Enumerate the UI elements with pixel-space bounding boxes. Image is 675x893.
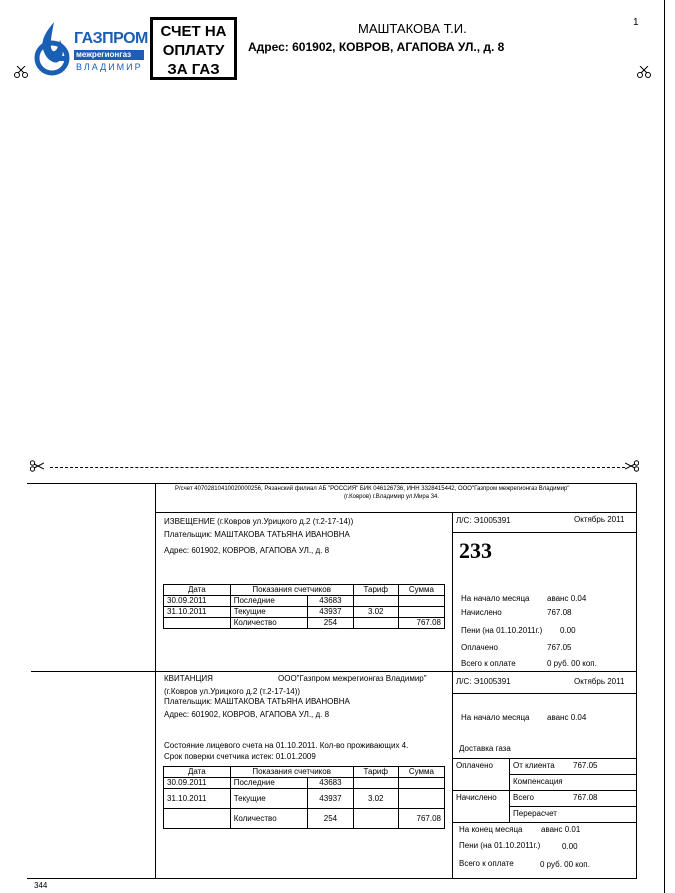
receipt-paid-label: Оплачено bbox=[456, 761, 493, 770]
notice-charged-value: 767.08 bbox=[547, 608, 572, 617]
col-tariff: Тариф bbox=[353, 585, 398, 596]
notice-heading: ИЗВЕЩЕНИЕ (г.Ковров ул.Урицкого д.2 (т.2-17-14)) bbox=[164, 517, 354, 526]
notice-total-value: 0 руб. 00 коп. bbox=[547, 659, 597, 668]
bank-details-2: (г.Ковров) г.Владимир ул.Мира 34. bbox=[344, 494, 440, 500]
notice-period: Октябрь 2011 bbox=[574, 515, 625, 524]
notice-meter-table bbox=[163, 584, 445, 629]
col-readings: Показания счетчиков bbox=[230, 767, 353, 778]
cut-line bbox=[50, 467, 625, 468]
invoice-title-box bbox=[150, 17, 237, 80]
col-date: Дата bbox=[164, 767, 231, 778]
receipt-delivery: Доставка газа bbox=[459, 744, 511, 753]
footer-number: 344 bbox=[34, 881, 48, 890]
receipt-paid-from-label: От клиента bbox=[513, 761, 555, 770]
receipt-period: Октябрь 2011 bbox=[574, 677, 625, 686]
receipt-payer: Плательщик: МАШТАКОВА ТАТЬЯНА ИВАНОВНА bbox=[164, 697, 350, 706]
table-row: Количество 254 767.08 bbox=[164, 618, 445, 629]
notice-total-label: Всего к оплате bbox=[461, 659, 516, 668]
receipt-meter-table bbox=[163, 766, 445, 829]
logo-sub2: ВЛАДИМИР bbox=[76, 62, 143, 72]
logo-brand: ГАЗПРОМ bbox=[74, 30, 148, 47]
page-right-border bbox=[664, 0, 665, 893]
notice-start-label: На начало месяца bbox=[461, 594, 530, 603]
bank-details: Р/счет 40702810410020000256, Рязанский филиал АБ "РОССИЯ" БИК 046126736, ИНН 3328415442, ООО"Газпром межрегионгаз Владимир" bbox=[175, 486, 570, 492]
col-date: Дата bbox=[164, 585, 231, 596]
title-line2: ОПЛАТУ bbox=[162, 42, 225, 59]
receipt-penalty-label: Пени (на 01.10.2011г.) bbox=[459, 841, 541, 850]
receipt-recalc: Перерасчет bbox=[513, 809, 557, 818]
col-tariff: Тариф bbox=[353, 767, 398, 778]
receipt-total-label: Всего к оплате bbox=[459, 859, 514, 868]
header-name: МАШТАКОВА Т.И. bbox=[358, 21, 467, 36]
gazprom-logo bbox=[34, 18, 146, 80]
receipt-account: Л/С: Э1005391 bbox=[456, 677, 511, 686]
title-line3: ЗА ГАЗ bbox=[167, 61, 220, 78]
notice-paid-value: 767.05 bbox=[547, 643, 572, 652]
col-readings: Показания счетчиков bbox=[230, 585, 353, 596]
table-row: 30.09.2011 Последние 43683 bbox=[164, 778, 445, 789]
receipt-org: ООО"Газпром межрегионгаз Владимир" bbox=[278, 674, 427, 683]
receipt-end-value: аванс 0.01 bbox=[541, 825, 581, 834]
notice-charged-label: Начислено bbox=[461, 608, 502, 617]
logo-sub1: межрегионгаз bbox=[76, 50, 132, 59]
receipt-location: (г.Ковров ул.Урицкого д.2 (т.2-17-14)) bbox=[164, 687, 301, 696]
receipt-charged-label: Начислено bbox=[456, 793, 497, 802]
notice-account: Л/С: Э1005391 bbox=[456, 516, 511, 525]
notice-payer: Плательщик: МАШТАКОВА ТАТЬЯНА ИВАНОВНА bbox=[164, 530, 350, 539]
receipt-total-value: 0 руб. 00 коп. bbox=[540, 860, 590, 869]
receipt-end-label: На конец месяца bbox=[459, 825, 523, 834]
receipt-compensation: Компенсация bbox=[513, 777, 563, 786]
receipt-penalty-value: 0.00 bbox=[562, 842, 578, 851]
scissors-icon bbox=[30, 460, 44, 472]
notice-address: Адрес: 601902, КОВРОВ, АГАПОВА УЛ., д. 8 bbox=[164, 546, 330, 555]
scissors-icon bbox=[625, 460, 639, 472]
notice-start-value: аванс 0.04 bbox=[547, 594, 587, 603]
col-sum: Сумма bbox=[398, 767, 444, 778]
notice-penalty-value: 0.00 bbox=[560, 626, 576, 635]
receipt-start-label: На начало месяца bbox=[461, 713, 530, 722]
page-number: 1 bbox=[633, 17, 639, 28]
receipt-paid-from-value: 767.05 bbox=[573, 761, 598, 770]
notice-penalty-label: Пени (на 01.10.2011г.) bbox=[461, 626, 543, 635]
table-row: Количество 254 767.08 bbox=[164, 809, 445, 829]
receipt-address: Адрес: 601902, КОВРОВ, АГАПОВА УЛ., д. 8 bbox=[164, 710, 330, 719]
table-row: 31.10.2011 Текущие 43937 3.02 bbox=[164, 607, 445, 618]
receipt-charged-all-value: 767.08 bbox=[573, 793, 598, 802]
notice-big-number: 233 bbox=[459, 538, 492, 563]
table-row: 31.10.2011 Текущие 43937 3.02 bbox=[164, 789, 445, 809]
table-row: 30.09.2011 Последние 43683 bbox=[164, 596, 445, 607]
scissors-icon bbox=[14, 66, 28, 78]
receipt-state: Состояние лицевого счета на 01.10.2011. Кол-во проживающих 4. bbox=[164, 741, 409, 750]
receipt-charged-all-label: Всего bbox=[513, 793, 534, 802]
receipt-heading: КВИТАНЦИЯ bbox=[164, 674, 213, 683]
notice-paid-label: Оплачено bbox=[461, 643, 498, 652]
flame-logo-icon bbox=[34, 18, 74, 80]
receipt-start-value: аванс 0.04 bbox=[547, 713, 587, 722]
header-address: Адрес: 601902, КОВРОВ, АГАПОВА УЛ., д. 8 bbox=[248, 40, 505, 54]
title-line1: СЧЕТ НА bbox=[160, 23, 227, 40]
receipt-check: Срок поверки счетчика истек: 01.01.2009 bbox=[164, 752, 316, 761]
scissors-icon bbox=[637, 66, 651, 78]
col-sum: Сумма bbox=[398, 585, 444, 596]
